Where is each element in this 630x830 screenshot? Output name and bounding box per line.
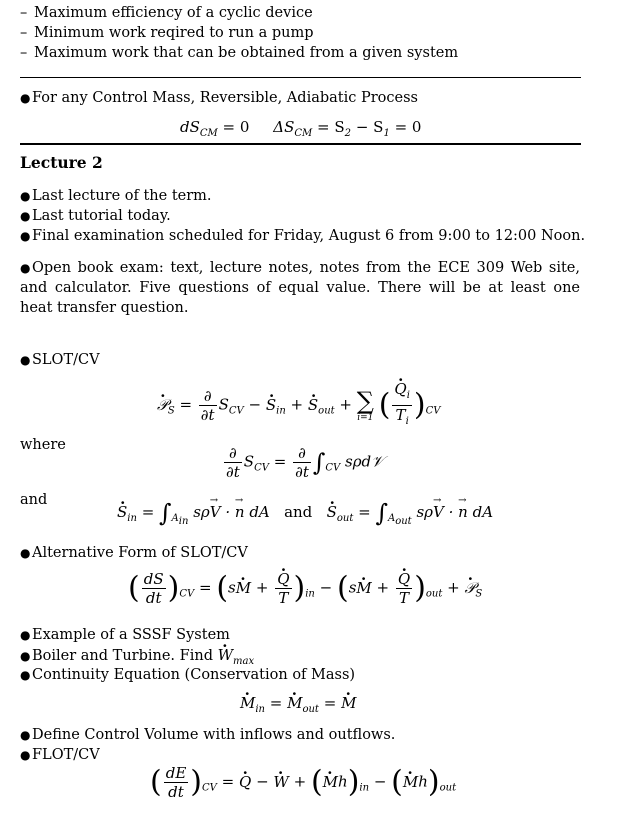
bullet-item: ● Example of a SSSF System (20, 627, 230, 643)
bullet-text: Example of a SSSF System (32, 627, 230, 643)
bullet-item: ● Last tutorial today. (20, 208, 171, 224)
equation-slot-alt: ( $\frac{dS}{dt}$ )$_{CV} = (s\cdot M$ + · $\frac{Q}{T}$ )$_{in} - (s\cdot M$ + · $\frac{Q}{T}$ )$_{out}$ + · 𝒫$_S$ (128, 570, 482, 607)
bullet-text: Define Control Volume with inflows and outflows. (32, 727, 396, 743)
bullet-text: For any Control Mass, Reversible, Adiabatic Process (32, 90, 418, 106)
list-item-text: Maximum work that can be obtained from a given system (34, 45, 459, 61)
equation-flux: · $S_{in} = \int_{A_{in}}$ sρ→ V · → n dA and · $S_{out} = \int_{A_{out}}$ sρ→ V · → n dA (117, 503, 493, 531)
divider (20, 143, 581, 145)
bullet-item: ● Last lecture of the term. (20, 188, 212, 204)
bullet-text: FLOT/CV (32, 747, 100, 763)
divider (20, 77, 581, 78)
bullet-item: ● FLOT/CV (20, 747, 100, 763)
bullet-text: Final examination scheduled for Friday, August 6 from 9:00 to 12:00 Noon. (32, 228, 586, 244)
bullet-item: ● Final examination scheduled for Friday, August 6 from 9:00 to 12:00 Noon. (20, 228, 586, 244)
equation-control-mass: $dS_{CM} = 0$ $\Delta S_{CM} = S_2 - S_1 = 0$ (180, 118, 422, 139)
equation-scv: $\frac{\partial}{\partial t}$ $S_{CV}$ = $\frac{\partial}{\partial t}$ $\int_{CV}$ sρd𝒱 (226, 444, 384, 481)
exam-paragraph: ● Open book exam: text, lecture notes, notes from the ECE 309 Web site, and calculator. Five questions of equal value. There will be at least one heat transfer question. (20, 260, 580, 316)
list-item: – Maximum work that can be obtained from a given system (20, 45, 459, 61)
bullet-item: ● Continuity Equation (Conservation of Mass) (20, 667, 356, 683)
bullet-text: SLOT/CV (32, 352, 100, 368)
bullet-text: Alternative Form of SLOT/CV (32, 545, 248, 561)
bullet-item: ● Boiler and Turbine. Find · $W_{max}$ (20, 646, 254, 671)
list-item-text: Minimum work reqired to run a pump (34, 25, 314, 41)
list-item-text: Maximum efficiency of a cyclic device (34, 5, 313, 21)
equation-continuity: · $M_{in}$ = · $M_{out}$ = · M (240, 694, 356, 719)
bullet-text: Last lecture of the term. (32, 188, 212, 204)
equation-flot: ( $\frac{dE}{dt}$ )$_{CV}$ = · Q − · W + (· $Mh)_{in}$ − (· $Mh)_{out}$ (150, 764, 456, 801)
lecture-title: Lecture 2 (20, 153, 103, 172)
bullet-item: ● Define Control Volume with inflows and outflows. (20, 727, 396, 743)
paragraph-text: Open book exam: text, lecture notes, notes from the ECE 309 Web site, and calculator. Five questions of equal value. There will be at least one heat transfer question. (20, 260, 580, 316)
bullet-text: Last tutorial today. (32, 208, 171, 224)
where-text: where (20, 437, 66, 453)
list-item: – Maximum efficiency of a cyclic device (20, 5, 313, 21)
bullet-text: Boiler and Turbine. Find (32, 648, 218, 664)
bullet-text: Continuity Equation (Conservation of Mass) (32, 667, 356, 683)
bullet-item: ● Alternative Form of SLOT/CV (20, 545, 248, 561)
equation-slot: · 𝒫$_S$ = $\frac{\partial}{\partial t}$ $S_{CV}$ − · $S_{in}$ + · $S_{out}$ + ∑ i=1 ( · $\frac{Q_i}{T_i}$ )$_{CV}$ (157, 380, 441, 431)
and-text: and (20, 492, 48, 508)
list-item: – Minimum work reqired to run a pump (20, 25, 314, 41)
bullet-item: ● SLOT/CV (20, 352, 100, 368)
bullet-item: ● For any Control Mass, Reversible, Adiabatic Process (20, 90, 418, 106)
